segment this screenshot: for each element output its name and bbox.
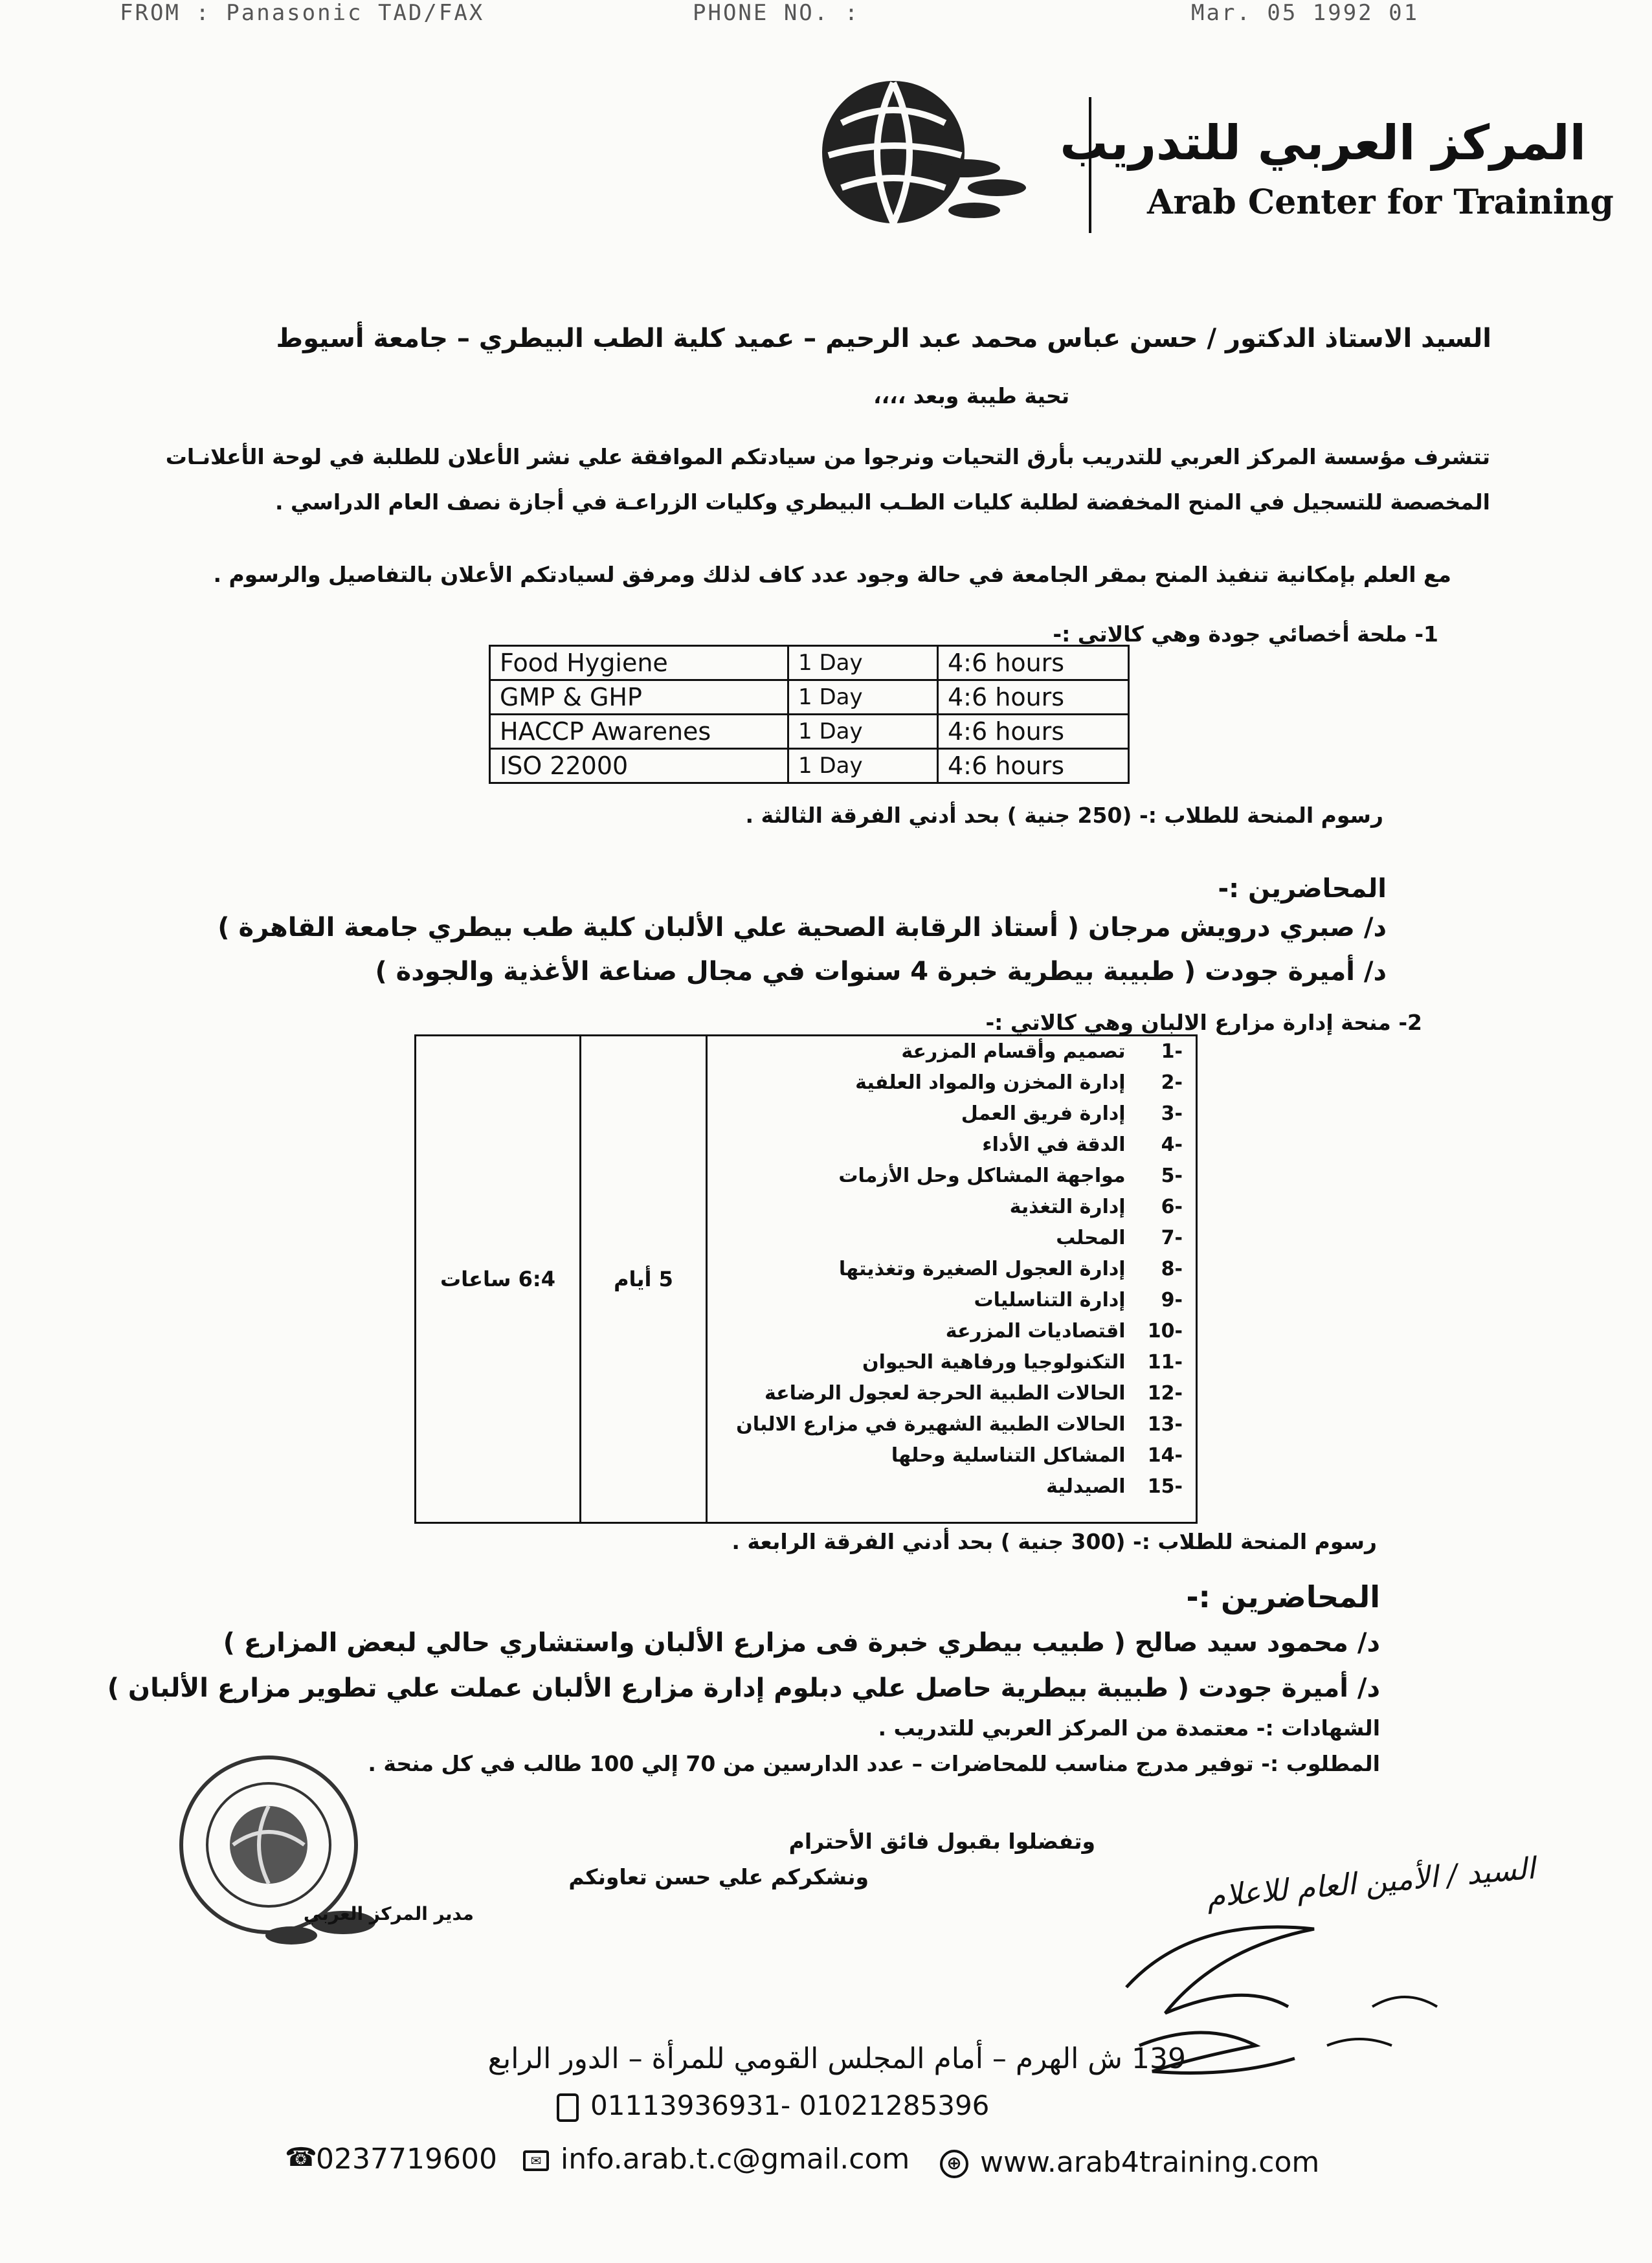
table-row	[490, 749, 1129, 783]
grant1-fees: رسوم المنحة للطلاب :- (250 جنية ) بحد أدني الفرقة الثالثة .	[745, 803, 1383, 828]
table-row	[490, 646, 1129, 680]
grant1-table	[489, 645, 1130, 784]
list-item	[720, 1254, 1183, 1285]
topic-text: إدارة المخزن والمواد العلفية	[855, 1071, 1126, 1094]
list-item	[720, 1471, 1183, 1502]
list-item	[720, 1285, 1183, 1316]
list-item	[720, 1067, 1183, 1098]
hours-cell: 6:4 ساعات	[416, 1036, 581, 1523]
web-globe-icon: ⊕	[940, 2150, 968, 2178]
footer-mobiles	[557, 2090, 989, 2122]
paragraph1-line1: تتشرف مؤسسة المركز العربي للتدريب بأرق التحيات ونرجوا من سيادتكم الموافقة علي نشر الأعلان للطلبة في لوحة الأعلانـات	[165, 444, 1490, 469]
phone-icon: ☎	[285, 2143, 317, 2172]
paragraph2: مع العلم بإمكانية تنفيذ المنح بمقر الجامعة في حالة وجود عدد كاف لذلك ومرفق لسيادتكم الأعلان بالتفاصيل والرسوم .	[213, 562, 1451, 587]
grant1-heading: 1- ملحة أخصائي جودة وهي كالاتي :-	[1053, 621, 1438, 647]
table-row	[490, 715, 1129, 749]
footer-address: 139 ش الهرم – أمام المجلس القومي للمرأة – الدور الرابع	[487, 2042, 1186, 2075]
topic-text: الصيدلية	[1046, 1475, 1126, 1498]
topic-number: -5	[1161, 1165, 1183, 1187]
footer-phone	[285, 2143, 497, 2176]
fax-date: Mar. 05 1992 01	[1191, 0, 1420, 26]
paragraph1-line2: المخصصة للتسجيل في المنح المخفضة لطلبة كليات الطـب البيطري وكليات الزراعـة في أجازة نصف العام الدراسي .	[275, 489, 1490, 515]
closing1: وتفضلوا بقبول فائق الأحترام	[788, 1829, 1095, 1854]
topic-text: التكنولوجيا ورفاهية الحيوان	[862, 1351, 1126, 1374]
table-row	[416, 1036, 1197, 1523]
topic-text: مواجهة المشاكل وحل الأزمات	[838, 1165, 1126, 1187]
topics-cell	[707, 1036, 1197, 1523]
grant1-lecturer2: د/ أميرة جودت ( طبيبة بيطرية خبرة 4 سنوات في مجال صناعة الأغذية والجودة )	[375, 957, 1387, 987]
grant2-lecturer2: د/ أميرة جودت ( طبيبة بيطرية حاصل علي دبلوم إدارة مزارع الألبان عملت علي تطوير مزارع الألبان )	[107, 1673, 1380, 1703]
globe-logo-icon	[803, 71, 1062, 240]
table-row	[490, 680, 1129, 715]
days-cell: 1 Day	[788, 749, 938, 783]
hours-cell: 4:6 hours	[938, 680, 1129, 715]
mail-icon: ✉	[523, 2150, 549, 2171]
phone-text: 0237719600	[316, 2143, 497, 2176]
requirements: المطلوب :- توفير مدرج مناسب للمحاضرات – عدد الدارسين من 70 إلي 100 طالب في كل منحة .	[368, 1751, 1380, 1776]
topic-number: -15	[1147, 1475, 1183, 1498]
topic-text: المحلب	[1056, 1227, 1126, 1249]
grant2-table	[414, 1034, 1198, 1524]
topic-number: -7	[1161, 1227, 1183, 1249]
topic-number: -9	[1161, 1289, 1183, 1311]
topic-text: إدارة التناسليات	[974, 1289, 1126, 1311]
hours-cell: 4:6 hours	[938, 749, 1129, 783]
list-item	[720, 1378, 1183, 1409]
topic-text: إدارة العجول الصغيرة وتغذيتها	[838, 1258, 1126, 1280]
list-item	[720, 1098, 1183, 1130]
footer-website	[940, 2146, 1319, 2179]
email-text: info.arab.t.c@gmail.com	[561, 2143, 910, 2176]
topic-text: الدقة في الأداء	[982, 1133, 1126, 1156]
list-item	[720, 1192, 1183, 1223]
course-cell: HACCP Awarenes	[490, 715, 788, 749]
closing2: ونشكركم علي حسن تعاونكم	[568, 1864, 869, 1890]
list-item	[720, 1161, 1183, 1192]
days-cell: 1 Day	[788, 646, 938, 680]
topic-text: اقتصاديات المزرعة	[945, 1320, 1126, 1343]
handwritten-note: السيد / الأمين العام للاعلام	[1205, 1850, 1537, 1914]
topic-text: تصميم وأقسام المزرعة	[901, 1040, 1126, 1063]
grant2-fees: رسوم المنحة للطلاب :- (300 جنية ) بحد أدني الفرقة الرابعة .	[731, 1529, 1377, 1554]
list-item	[720, 1316, 1183, 1347]
hours-cell: 4:6 hours	[938, 715, 1129, 749]
days-cell: 5 أيام	[581, 1036, 707, 1523]
list-item	[720, 1409, 1183, 1440]
topic-number: -14	[1147, 1444, 1183, 1467]
topic-number: -3	[1161, 1102, 1183, 1125]
logo-english: Arab Center for Training	[1147, 183, 1614, 222]
topics-list	[720, 1036, 1183, 1502]
topic-number: -10	[1147, 1320, 1183, 1343]
grant1-lecturer1: د/ صبري درويش مرجان ( أستاذ الرقابة الصحية علي الألبان كلية طب بيطري جامعة القاهرة )	[218, 913, 1387, 942]
topic-number: -13	[1147, 1413, 1183, 1436]
footer-email	[523, 2143, 910, 2176]
days-cell: 1 Day	[788, 715, 938, 749]
website-text: www.arab4training.com	[980, 2146, 1320, 2179]
course-cell: Food Hygiene	[490, 646, 788, 680]
certificates: الشهادات :- معتمدة من المركز العربي للتدريب .	[878, 1715, 1380, 1741]
fax-from: FROM : Panasonic TAD/FAX	[120, 0, 485, 26]
fax-phone: PHONE NO. :	[693, 0, 860, 26]
topic-number: -12	[1147, 1382, 1183, 1405]
topic-text: الحالات الطبية الشهيرة في مزارع الالبان	[736, 1413, 1126, 1436]
list-item	[720, 1130, 1183, 1161]
grant1-lecturers-label: المحاضرين :-	[1218, 874, 1387, 904]
topic-number: -11	[1147, 1351, 1183, 1374]
list-item	[720, 1440, 1183, 1471]
topic-number: -2	[1161, 1071, 1183, 1094]
grant2-lecturers-label: المحاضرين :-	[1186, 1579, 1380, 1614]
topic-text: إدارة فريق العمل	[961, 1102, 1126, 1125]
topic-number: -4	[1161, 1133, 1183, 1156]
topic-text: إدارة التغذية	[1009, 1196, 1126, 1218]
mobile-phone-icon	[557, 2093, 579, 2122]
addressee: السيد الاستاذ الدكتور / حسن عباس محمد عبد الرحيم – عميد كلية الطب البيطري – جامعة أسيوط	[276, 324, 1491, 353]
topic-number: -1	[1161, 1040, 1183, 1063]
topic-text: الحالات الطبية الحرجة لعجول الرضاعة	[764, 1382, 1126, 1405]
topic-number: -6	[1161, 1196, 1183, 1218]
grant2-heading: 2- منحة إدارة مزارع الالبان وهي كالاتي :-	[985, 1010, 1422, 1035]
days-cell: 1 Day	[788, 680, 938, 715]
list-item	[720, 1223, 1183, 1254]
course-cell: ISO 22000	[490, 749, 788, 783]
manager-label: مدير المركز العربي	[303, 1903, 474, 1924]
course-cell: GMP & GHP	[490, 680, 788, 715]
logo-arabic: المركز العربي للتدريب	[1060, 115, 1586, 171]
list-item	[720, 1347, 1183, 1378]
topic-number: -8	[1161, 1258, 1183, 1280]
hours-cell: 4:6 hours	[938, 646, 1129, 680]
greeting: تحية طيبة وبعد ،،،،	[873, 383, 1069, 408]
list-item	[720, 1036, 1183, 1067]
mobiles-text: 01113936931- 01021285396	[590, 2090, 990, 2121]
topic-text: المشاكل التناسلية وحلها	[891, 1444, 1126, 1467]
grant2-lecturer1: د/ محمود سيد صالح ( طبيب بيطري خبرة فى مزارع الألبان واستشاري حالي لبعض المزارع )	[223, 1628, 1380, 1658]
